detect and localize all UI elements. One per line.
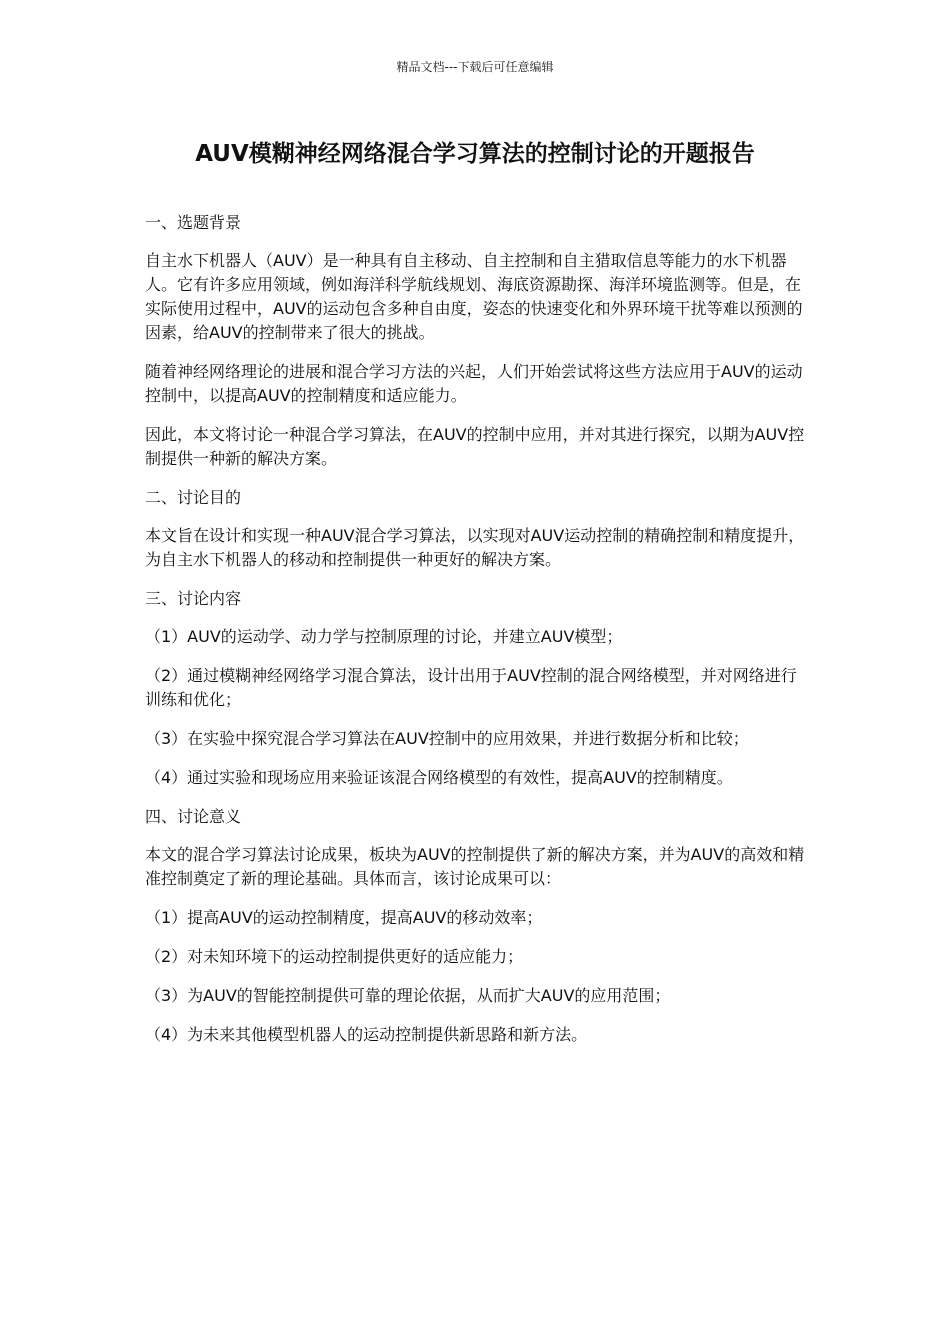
list-item: （2）对未知环境下的运动控制提供更好的适应能力； — [145, 947, 524, 966]
list-item: （3）在实验中探究混合学习算法在AUV控制中的应用效果，并进行数据分析和比较； — [145, 729, 749, 748]
section-heading-background: 一、选题背景 — [145, 213, 242, 232]
list-item: （4）为未来其他模型机器人的运动控制提供新思路和新方法。 — [145, 1025, 588, 1044]
paragraph: 本文的混合学习算法讨论成果，板块为AUV的控制提供了新的解决方案，并为AUV的高效和精准控制奠定了新的理论基础。具体而言，该讨论成果可以： — [145, 845, 805, 888]
paragraph: 自主水下机器人（AUV）是一种具有自主移动、自主控制和自主猎取信息等能力的水下机器人。它有许多应用领域，例如海洋科学航线规划、海底资源勘探、海洋环境监测等。但是，在实际使用过程中，AUV的运动包含多种自由度，姿态的快速变化和外界环境干扰等难以预测的因素，给AUV的控制带来了很大的挑战。 — [145, 251, 803, 342]
list-item: （2）通过模糊神经网络学习混合算法，设计出用于AUV控制的混合网络模型，并对网络进行训练和优化； — [145, 666, 797, 709]
document-body — [145, 211, 807, 1062]
list-item: （1）AUV的运动学、动力学与控制原理的讨论，并建立AUV模型； — [145, 627, 623, 646]
section-heading-content: 三、讨论内容 — [145, 589, 242, 608]
paragraph: 随着神经网络理论的进展和混合学习方法的兴起，人们开始尝试将这些方法应用于AUV的运动控制中，以提高AUV的控制精度和适应能力。 — [145, 362, 803, 405]
list-item: （4）通过实验和现场应用来验证该混合网络模型的有效性，提高AUV的控制精度。 — [145, 768, 733, 787]
list-item: （3）为AUV的智能控制提供可靠的理论依据，从而扩大AUV的应用范围； — [145, 986, 671, 1005]
section-heading-significance: 四、讨论意义 — [145, 807, 242, 826]
paragraph: 本文旨在设计和实现一种AUV混合学习算法，以实现对AUV运动控制的精确控制和精度提升，为自主水下机器人的移动和控制提供一种更好的解决方案。 — [145, 526, 805, 569]
paragraph: 因此，本文将讨论一种混合学习算法，在AUV的控制中应用，并对其进行探究，以期为AUV控制提供一种新的解决方案。 — [145, 425, 805, 468]
section-heading-purpose: 二、讨论目的 — [145, 488, 242, 507]
page-header: 精品文档---下载后可任意编辑 — [396, 60, 554, 74]
list-item: （1）提高AUV的运动控制精度，提高AUV的移动效率； — [145, 908, 543, 927]
document-title: AUV模糊神经网络混合学习算法的控制讨论的开题报告 — [195, 141, 755, 167]
